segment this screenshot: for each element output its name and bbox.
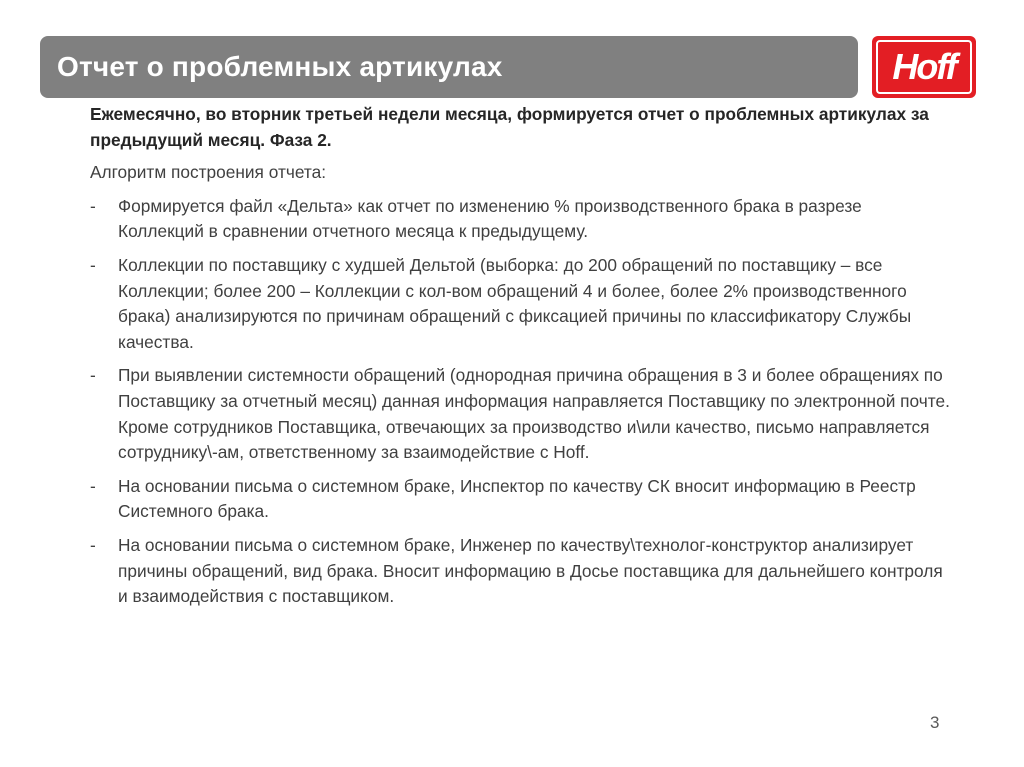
bullet-text: На основании письма о системном браке, Инспектор по качеству СК вносит информацию в Реестр Системного брака. — [118, 475, 916, 522]
bullet-item — [90, 474, 950, 525]
bullet-text: Коллекции по поставщику с худшей Дельтой (выборка: до 200 обращений по поставщику – все Коллекции; более 200 – Коллекции с кол-вом обращений 4 и более, более 2% производственного брака) анализируются по причинам обращений с фиксацией причины по классификатору Службы качества. — [118, 254, 912, 352]
bullet-item — [90, 253, 950, 355]
bullet-dash: - — [90, 475, 96, 496]
hoff-logo-text: Hoff — [892, 46, 956, 87]
bullet-dash: - — [90, 534, 96, 555]
bullet-item — [90, 533, 950, 610]
bullet-dash: - — [90, 254, 96, 275]
bullet-item — [90, 194, 950, 245]
bullet-text: При выявлении системности обращений (однородная причина обращения в 3 и более обращениях по Поставщику за отчетный месяц) данная информация направляется Поставщику по электронной почте. Кроме сотрудников Поставщика, отвечающих за производство и\или качество, письмо направляется сотруднику\-ам, ответственному за взаимодействие с Hoff. — [118, 365, 950, 463]
bullet-dash: - — [90, 365, 96, 386]
slide-title: Отчет о проблемных артикулах — [57, 51, 503, 82]
hoff-logo — [872, 36, 976, 98]
intro-paragraph: Ежемесячно, во вторник третьей недели месяца, формируется отчет о проблемных артикулах за предыдущий месяц. Фаза 2. — [90, 104, 929, 150]
bullet-list — [90, 194, 950, 610]
hoff-logo-frame — [876, 40, 972, 94]
bullet-item — [90, 363, 950, 465]
bullet-text: Формируется файл «Дельта» как отчет по изменению % производственного брака в разрезе Коллекций в сравнении отчетного месяца к предыдущему. — [118, 195, 862, 242]
page-number: 3 — [930, 713, 940, 732]
slide-title-bar — [40, 36, 858, 98]
bullet-text: На основании письма о системном браке, Инженер по качеству\технолог-конструктор анализирует причины обращений, вид брака. Вносит информацию в Досье поставщика для дальнейшего контроля и взаимодействия с поставщиком. — [118, 534, 943, 607]
slide-content — [90, 102, 950, 618]
bullet-dash: - — [90, 195, 96, 216]
algorithm-label: Алгоритм построения отчета: — [90, 162, 327, 183]
